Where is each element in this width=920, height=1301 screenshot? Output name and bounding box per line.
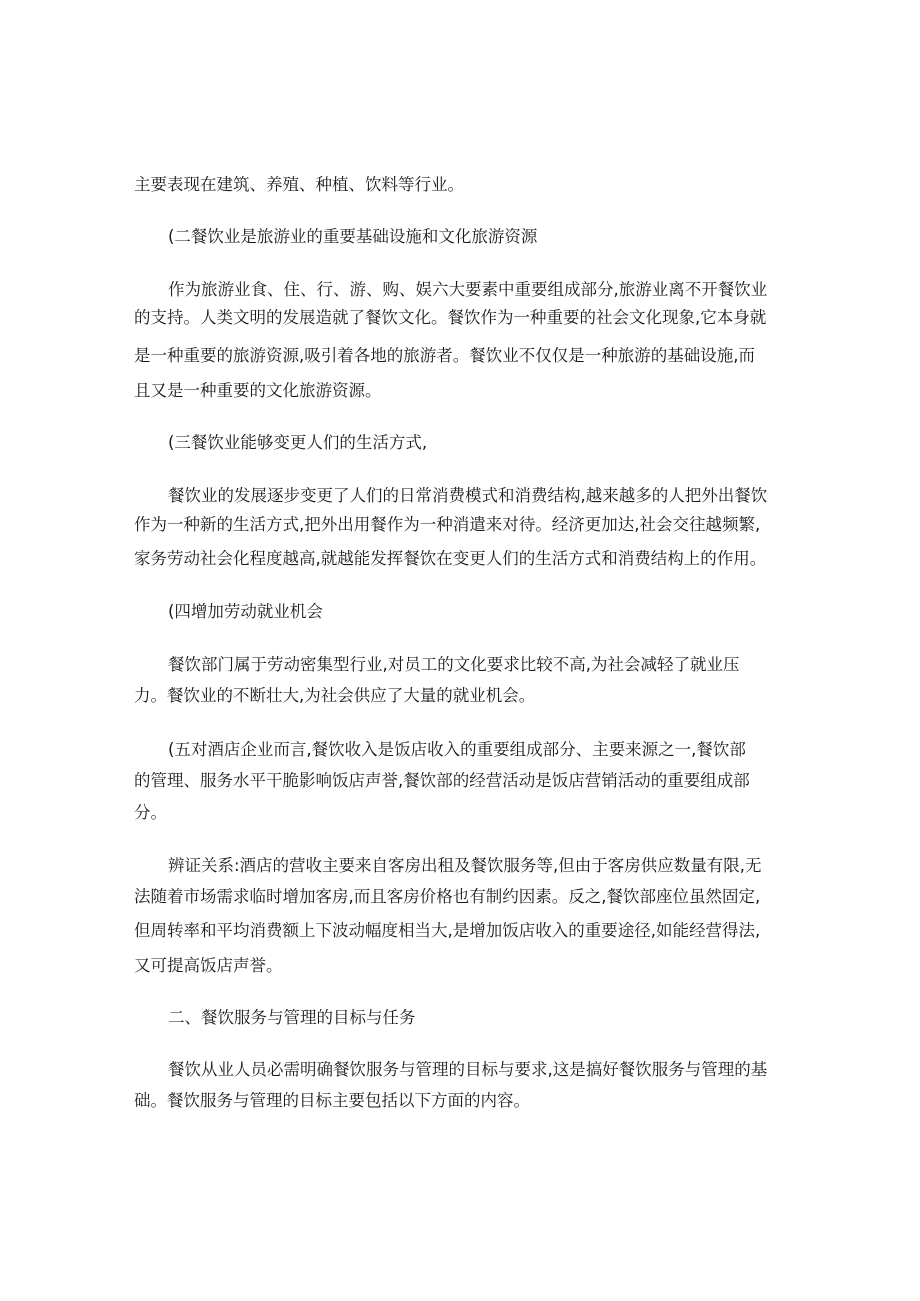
section-heading: (三餐饮业能够变更人们的生活方式, bbox=[168, 433, 428, 452]
paragraph-line: 作为一种新的生活方式,把外出用餐作为一种消遣来对待。经济更加达,社会交往越频繁, bbox=[134, 515, 761, 534]
paragraph-line: 力。餐饮业的不断壮大,为社会供应了大量的就业机会。 bbox=[134, 686, 536, 705]
paragraph-line: 主要表现在建筑、养殖、种植、饮料等行业。 bbox=[134, 175, 464, 194]
section-heading: (二餐饮业是旅游业的重要基础设施和文化旅游资源 bbox=[168, 227, 538, 246]
section-heading: 二、餐饮服务与管理的目标与任务 bbox=[168, 1008, 416, 1027]
paragraph-line: 辨证关系:酒店的营收主要来自客房出租及餐饮服务等,但由于客房供应数量有限,无 bbox=[168, 856, 762, 875]
paragraph-line: 餐饮业的发展逐步变更了人们的日常消费模式和消费结构,越来越多的人把外出餐饮 bbox=[168, 486, 768, 505]
paragraph-line: 餐饮从业人员必需明确餐饮服务与管理的目标与要求,这是搞好餐饮服务与管理的基 bbox=[168, 1060, 768, 1079]
paragraph-line: 餐饮部门属于劳动密集型行业,对员工的文化要求比较不高,为社会减轻了就业压 bbox=[168, 655, 740, 674]
paragraph-line: 家务劳动社会化程度越高,就越能发挥餐饮在变更人们的生活方式和消费结构上的作用。 bbox=[134, 549, 767, 568]
section-heading: (四增加劳动就业机会 bbox=[168, 602, 323, 621]
paragraph-line: 的支持。人类文明的发展造就了餐饮文化。餐饮作为一种重要的社会文化现象,它本身就 bbox=[134, 308, 767, 327]
paragraph-line: 且又是一种重要的文化旅游资源。 bbox=[134, 381, 382, 400]
paragraph-line: 是一种重要的旅游资源,吸引着各地的旅游者。餐饮业不仅仅是一种旅游的基础设施,而 bbox=[134, 346, 755, 365]
paragraph-line: 法随着市场需求临时增加客房,而且客房价格也有制约因素。反之,餐饮部座位虽然固定, bbox=[134, 887, 761, 906]
paragraph-line: 分。 bbox=[134, 803, 167, 822]
paragraph-line: 的管理、服务水平干脆影响饭店声誉,餐饮部的经营活动是饭店营销活动的重要组成部 bbox=[134, 771, 750, 790]
paragraph-line: 作为旅游业食、住、行、游、购、娱六大要素中重要组成部分,旅游业离不开餐饮业 bbox=[168, 280, 768, 299]
paragraph-line: 础。餐饮服务与管理的目标主要包括以下方面的内容。 bbox=[134, 1091, 530, 1110]
paragraph-line: 又可提高饭店声誉。 bbox=[134, 956, 283, 975]
paragraph-line: (五对酒店企业而言,餐饮收入是饭店收入的重要组成部分、主要来源之一,餐饮部 bbox=[168, 740, 746, 759]
paragraph-line: 但周转率和平均消费额上下波动幅度相当大,是增加饭店收入的重要途径,如能经营得法, bbox=[134, 921, 761, 940]
